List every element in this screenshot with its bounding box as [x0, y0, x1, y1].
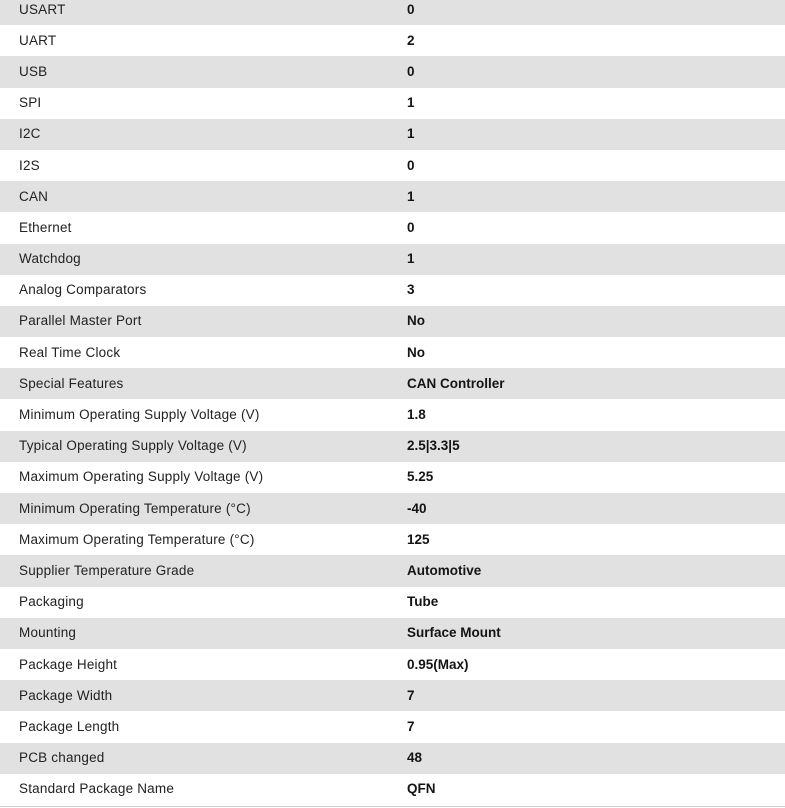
spec-label: Package Length — [19, 718, 120, 734]
spec-row — [0, 587, 785, 618]
spec-row — [0, 711, 785, 742]
spec-label: Minimum Operating Supply Voltage (V) — [19, 407, 260, 423]
spec-label: Maximum Operating Temperature (°C) — [19, 531, 255, 547]
spec-label: Watchdog — [19, 251, 81, 267]
spec-value: 125 — [407, 531, 430, 547]
spec-value: 1.8 — [407, 407, 426, 423]
spec-label: Packaging — [19, 594, 84, 610]
spec-value: No — [407, 313, 425, 329]
spec-label: Analog Comparators — [19, 282, 147, 298]
spec-label: Supplier Temperature Grade — [19, 562, 195, 578]
spec-row — [0, 368, 785, 399]
spec-row — [0, 399, 785, 430]
spec-label: CAN — [19, 188, 49, 204]
spec-row — [0, 0, 785, 25]
spec-row — [0, 462, 785, 493]
spec-value: 0 — [407, 1, 415, 17]
spec-value: Surface Mount — [407, 625, 501, 641]
spec-label: Special Features — [19, 375, 124, 391]
spec-value: 0 — [407, 63, 415, 79]
spec-label: Parallel Master Port — [19, 313, 142, 329]
spec-value: 2.5|3.3|5 — [407, 438, 460, 454]
spec-label: Minimum Operating Temperature (°C) — [19, 500, 251, 516]
spec-value: 1 — [407, 188, 415, 204]
spec-value: No — [407, 344, 425, 360]
spec-label: UART — [19, 32, 57, 48]
spec-value: 1 — [407, 251, 415, 267]
spec-label: Maximum Operating Supply Voltage (V) — [19, 469, 264, 485]
spec-row — [0, 743, 785, 774]
spec-row — [0, 680, 785, 711]
spec-row — [0, 493, 785, 524]
spec-value: 48 — [407, 750, 423, 766]
spec-value: QFN — [407, 781, 436, 797]
spec-label: I2S — [19, 157, 40, 173]
spec-row — [0, 25, 785, 56]
spec-row — [0, 275, 785, 306]
spec-row — [0, 431, 785, 462]
table-bottom-divider — [0, 806, 785, 807]
spec-row — [0, 119, 785, 150]
spec-value: 3 — [407, 282, 415, 298]
spec-row — [0, 337, 785, 368]
spec-value: CAN Controller — [407, 375, 505, 391]
spec-label: Package Width — [19, 687, 113, 703]
spec-row — [0, 150, 785, 181]
spec-row — [0, 244, 785, 275]
spec-label: Ethernet — [19, 219, 72, 235]
spec-label: USB — [19, 63, 48, 79]
spec-row — [0, 774, 785, 805]
spec-value: 7 — [407, 718, 415, 734]
spec-row — [0, 555, 785, 586]
spec-value: Automotive — [407, 562, 482, 578]
spec-label: Mounting — [19, 625, 77, 641]
spec-value: 5.25 — [407, 469, 434, 485]
spec-value: Tube — [407, 594, 439, 610]
spec-value: 0 — [407, 219, 415, 235]
spec-label: SPI — [19, 95, 42, 111]
spec-row — [0, 306, 785, 337]
spec-row — [0, 88, 785, 119]
spec-value: 1 — [407, 95, 415, 111]
spec-label: I2C — [19, 126, 41, 142]
spec-value: 7 — [407, 687, 415, 703]
spec-label: Standard Package Name — [19, 781, 175, 797]
spec-label: USART — [19, 1, 66, 17]
spec-label: Package Height — [19, 656, 118, 672]
spec-label: Real Time Clock — [19, 344, 121, 360]
spec-row — [0, 181, 785, 212]
spec-label: PCB changed — [19, 750, 105, 766]
spec-label: Typical Operating Supply Voltage (V) — [19, 438, 247, 454]
spec-value: 0.95(Max) — [407, 656, 469, 672]
spec-value: 0 — [407, 157, 415, 173]
spec-row — [0, 618, 785, 649]
spec-value: 2 — [407, 32, 415, 48]
spec-value: 1 — [407, 126, 415, 142]
spec-row — [0, 212, 785, 243]
spec-row — [0, 649, 785, 680]
spec-value: -40 — [407, 500, 427, 516]
spec-row — [0, 524, 785, 555]
spec-row — [0, 56, 785, 87]
